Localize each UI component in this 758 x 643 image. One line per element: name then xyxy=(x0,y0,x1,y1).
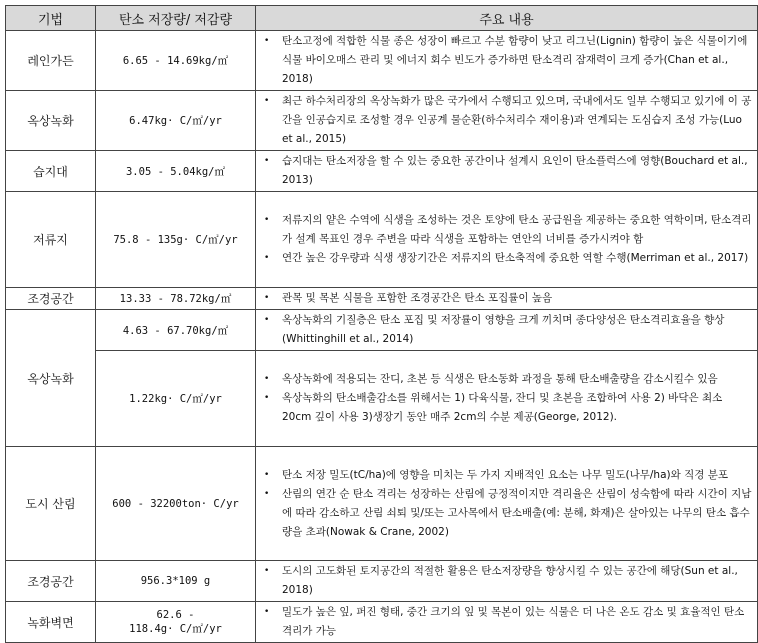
bullet-item: • 최근 하수처리장의 옥상녹화가 많은 국가에서 수행되고 있으며, 국내에서도 일부 수행되고 있기에 이 공간을 인공습지로 조성할 경우 인공계 물순환(하수처리수 재이용)과 연계되는 도심습지 조성 가능(Luo et al., 2015) xyxy=(264,92,753,149)
value-cell: 1.22kg· C/㎡/yr xyxy=(96,351,256,447)
table-row xyxy=(6,310,758,351)
value-cell: 3.05 - 5.04kg/㎡ xyxy=(96,151,256,192)
bullet-icon: • xyxy=(264,215,270,225)
bullet-item: • 밀도가 높은 잎, 퍼진 형태, 중간 크기의 잎 및 목본이 있는 식물은 더 나은 온도 감소 및 효율적인 탄소격리가 가능 xyxy=(264,603,753,641)
table-row xyxy=(6,351,758,447)
method-cell: 옥상녹화 xyxy=(6,91,96,151)
method-cell: 옥상녹화 xyxy=(6,310,96,447)
header-row xyxy=(6,6,758,31)
value-cell: 4.63 - 67.70kg/㎡ xyxy=(96,310,256,351)
table-row xyxy=(6,288,758,310)
header-method: 기법 xyxy=(6,6,96,31)
carbon-table xyxy=(5,5,758,643)
bullet-item: • 습지대는 탄소저장을 할 수 있는 중요한 공간이나 설계시 요인이 탄소플럭스에 영향(Bouchard et al., 2013) xyxy=(264,152,753,190)
value-cell: 6.47kg· C/㎡/yr xyxy=(96,91,256,151)
bullet-item: • 산림의 연간 순 탄소 격리는 성장하는 산림에 긍정적이지만 격리율은 산림이 성숙함에 따라 시간이 지남에 따라 감소하고 산림 쇠퇴 및/또는 고사목에서 탄소배출(예: 분해, 화재)은 살아있는 나무의 탄소 흡수량을 초과(Nowak & Crane, 2002) xyxy=(264,485,753,542)
value-cell xyxy=(96,602,256,643)
bullet-icon: • xyxy=(264,36,270,46)
value-cell: 956.3*109 g xyxy=(96,561,256,602)
bullet-icon: • xyxy=(264,469,270,480)
method-cell: 조경공간 xyxy=(6,288,96,310)
bullet-icon: • xyxy=(264,253,270,263)
bullet-item: • 저류지의 얕은 수역에 식생을 조성하는 것은 토양에 탄소 공급원을 제공하는 중요한 역학이며, 탄소격리가 설계 목표인 경우 주변을 따라 식생을 포함하는 연안의 너비를 증가시켜야 함 xyxy=(264,211,753,249)
value-cell: 13.33 - 78.72kg/㎡ xyxy=(96,288,256,310)
content-cell xyxy=(256,192,758,288)
method-cell: 저류지 xyxy=(6,192,96,288)
method-cell: 습지대 xyxy=(6,151,96,192)
value-cell: 6.65 - 14.69kg/㎡ xyxy=(96,31,256,91)
bullet-icon: • xyxy=(264,156,270,166)
table-row xyxy=(6,192,758,288)
content-cell xyxy=(256,351,758,447)
method-cell: 도시 산림 xyxy=(6,447,96,561)
bullet-item: • 옥상녹화의 기질층은 탄소 포집 및 저장률이 영향을 크게 끼치며 종다양성은 탄소격리효율을 향상(Whittinghill et al., 2014) xyxy=(264,311,753,349)
bullet-item: • 도시의 고도화된 토지공간의 적절한 활용은 탄소저장량을 향상시킬 수 있는 공간에 해당(Sun et al., 2018) xyxy=(264,562,753,600)
bullet-icon: • xyxy=(264,315,270,325)
bullet-icon: • xyxy=(264,293,270,303)
content-cell xyxy=(256,447,758,561)
bullet-icon: • xyxy=(264,393,270,403)
value-line-1: 62.6 - xyxy=(156,608,195,621)
bullet-icon: • xyxy=(264,96,270,106)
content-cell xyxy=(256,91,758,151)
method-cell: 레인가든 xyxy=(6,31,96,91)
bullet-icon: • xyxy=(264,566,270,576)
value-line-2: 118.4g· C/㎡/yr xyxy=(129,622,222,635)
table-row xyxy=(6,447,758,561)
table-row xyxy=(6,151,758,192)
bullet-item: • 관목 및 목본 식물을 포함한 조경공간은 탄소 포집률이 높음 xyxy=(264,289,753,308)
table-row xyxy=(6,602,758,643)
content-cell xyxy=(256,310,758,351)
bullet-item: • 탄소고정에 적합한 식물 종은 성장이 빠르고 수분 함량이 낮고 리그닌(Lignin) 함량이 높은 식물이기에 식물 바이오매스 관리 및 에너지 회수 빈도가 증가하면 탄소격리 잠재력이 크게 증가(Chan et al., 2018) xyxy=(264,32,753,89)
content-cell xyxy=(256,602,758,643)
bullet-icon: • xyxy=(264,607,270,617)
method-cell: 조경공간 xyxy=(6,561,96,602)
bullet-item: • 연간 높은 강우량과 식생 생장기간은 저류지의 탄소축적에 중요한 역할 수행(Merriman et al., 2017) xyxy=(264,249,753,268)
bullet-icon: • xyxy=(264,374,270,384)
value-cell: 75.8 - 135g· C/㎡/yr xyxy=(96,192,256,288)
content-cell xyxy=(256,151,758,192)
value-cell: 600 - 32200ton· C/yr xyxy=(96,447,256,561)
table-row xyxy=(6,561,758,602)
header-content: 주요 내용 xyxy=(256,6,758,31)
bullet-item: • 옥상녹화에 적용되는 잔디, 초본 등 식생은 탄소동화 과정을 통해 탄소배출량을 감소시킬수 있음 xyxy=(264,370,753,389)
content-cell xyxy=(256,561,758,602)
bullet-item: • 옥상녹화의 탄소배출감소를 위해서는 1) 다육식물, 잔디 및 초본을 조합하여 사용 2) 바닥은 최소 20cm 깊이 사용 3)생장기 동안 매주 2cm의 수분 제공(George, 2012). xyxy=(264,389,753,427)
table-row xyxy=(6,31,758,91)
bullet-icon: • xyxy=(264,488,270,499)
table-row xyxy=(6,91,758,151)
method-cell: 녹화벽면 xyxy=(6,602,96,643)
content-cell xyxy=(256,288,758,310)
bullet-item: • 탄소 저장 밀도(tC/ha)에 영향을 미치는 두 가지 지배적인 요소는 나무 밀도(나무/ha)와 직경 분포 xyxy=(264,466,753,485)
content-cell xyxy=(256,31,758,91)
header-carbon: 탄소 저장량/ 저감량 xyxy=(96,6,256,31)
